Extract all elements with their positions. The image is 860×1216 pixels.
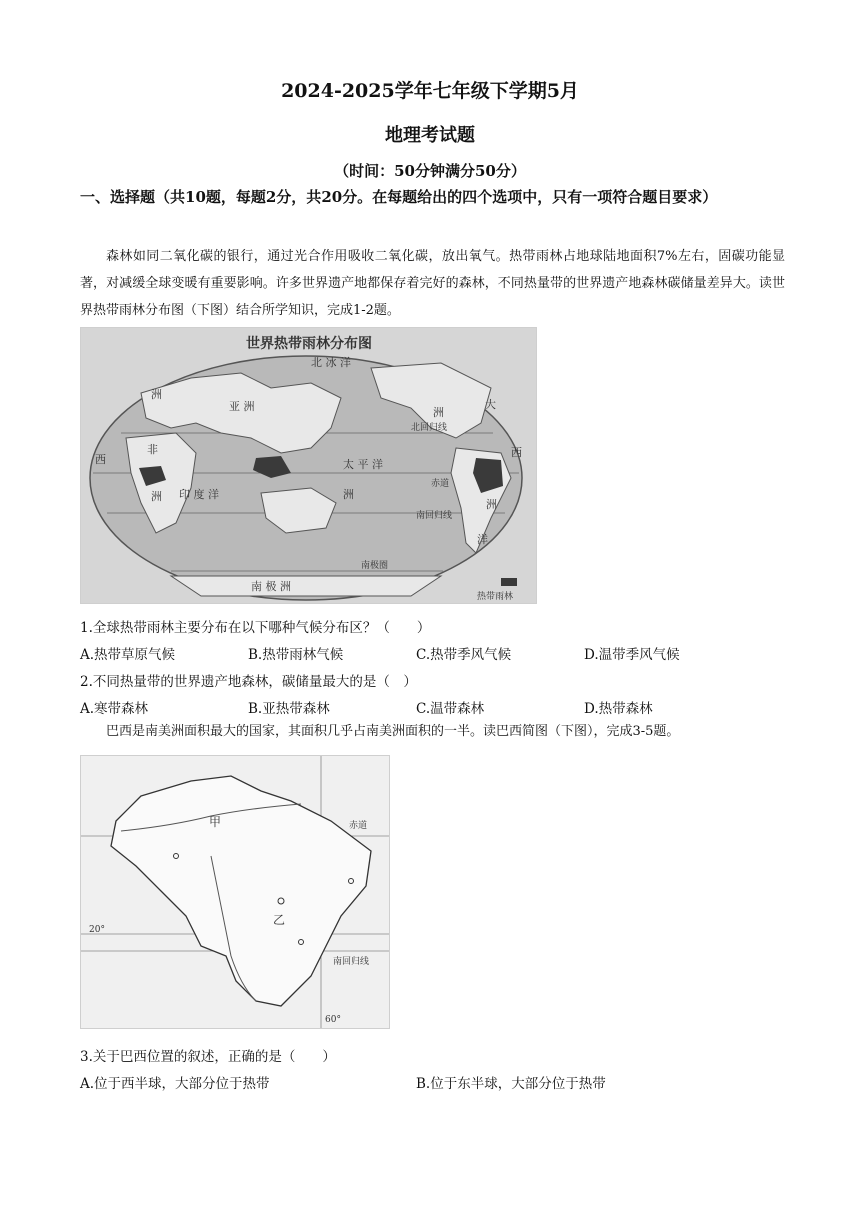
label-lon60: 60°: [325, 1015, 341, 1025]
q1-option-a[interactable]: A.热带草原气候: [80, 647, 176, 663]
q1-option-d[interactable]: D.温带季风气候: [584, 647, 680, 663]
exam-title: 2024-2025学年七年级下学期5月: [281, 80, 579, 102]
q2-option-d[interactable]: D.热带森林: [584, 701, 653, 717]
question-2: 2.不同热量带的世界遗产地森林，碳储量最大的是（ ）: [80, 674, 417, 690]
legend-swatch: [501, 578, 517, 586]
label-yang: 洋: [477, 533, 488, 546]
label-sa-west: 西: [511, 446, 522, 459]
label-jia: 甲: [209, 815, 222, 829]
brazil-map-svg: [81, 756, 389, 1028]
exam-subject: 地理考试题: [385, 125, 475, 146]
label-asia: 亚 洲: [229, 400, 255, 413]
question-3: 3.关于巴西位置的叙述，正确的是（ ）: [80, 1049, 336, 1065]
q3-option-b[interactable]: B.位于东半球，大部分位于热带: [416, 1076, 606, 1092]
q1-option-b[interactable]: B.热带雨林气候: [248, 647, 344, 663]
label-da: 大: [485, 398, 496, 411]
world-map-svg: [81, 328, 536, 603]
label-west: 西: [95, 453, 106, 466]
legend-label: 热带雨林: [477, 592, 514, 602]
label-north-america-zhou: 洲: [433, 406, 444, 419]
label-yi: 乙: [273, 913, 286, 927]
label-sa-zhou: 洲: [486, 498, 497, 511]
q1-option-c[interactable]: C.热带季风气候: [416, 647, 512, 663]
label-europe: 洲: [151, 388, 162, 401]
label-antarctica: 南 极 洲: [251, 580, 291, 593]
label-brazil-tropic: 南回归线: [333, 957, 370, 967]
passage-1: 森林如同二氧化碳的银行，通过光合作用吸收二氧化碳，放出氧气。热带雨林占地球陆地面积7%左右，固碳功能显著，对减缓全球变暖有重要影响。许多世界遗产地都保存着完好的森林，不同热量带的世界遗产地森林碳储量差异大。读世界热带雨林分布图（下图）结合所学知识，完成1-2题。: [80, 249, 785, 318]
label-africa-2: 洲: [151, 490, 162, 503]
label-lat20: 20°: [89, 925, 105, 935]
label-indian-ocean: 印 度 洋: [179, 488, 219, 501]
label-tropic-north: 北回归线: [411, 423, 448, 433]
world-rainforest-map: [80, 327, 537, 604]
label-pacific-ocean: 太 平 洋: [343, 458, 383, 471]
q2-option-a[interactable]: A.寒带森林: [80, 701, 149, 717]
map1-title: 世界热带雨林分布图: [246, 336, 372, 352]
q2-option-c[interactable]: C.温带森林: [416, 701, 485, 717]
label-arctic-ocean: 北 冰 洋: [311, 356, 351, 369]
label-equator: 赤道: [431, 479, 450, 489]
q3-option-a[interactable]: A.位于西半球，大部分位于热带: [80, 1076, 270, 1092]
label-antarctic-circle: 南极圈: [361, 561, 389, 571]
exam-time-note: （时间：50分钟满分50分）: [334, 162, 526, 180]
brazil-map: [80, 755, 390, 1029]
passage-2: 巴西是南美洲面积最大的国家，其面积几乎占南美洲面积的一半。读巴西简图（下图），完成3-5题。: [106, 724, 680, 739]
label-africa: 非: [147, 443, 158, 456]
label-oceania: 洲: [343, 488, 354, 501]
label-tropic-south: 南回归线: [416, 511, 453, 521]
antarctica-shape: [171, 576, 441, 596]
q2-option-b[interactable]: B.亚热带森林: [248, 701, 330, 717]
label-brazil-equator: 赤道: [349, 821, 368, 831]
question-1: 1.全球热带雨林主要分布在以下哪种气候分布区？（ ）: [80, 620, 431, 636]
section-heading: 一、选择题（共10题，每题2分，共20分。在每题给出的四个选项中，只有一项符合题目要求）: [80, 188, 718, 206]
